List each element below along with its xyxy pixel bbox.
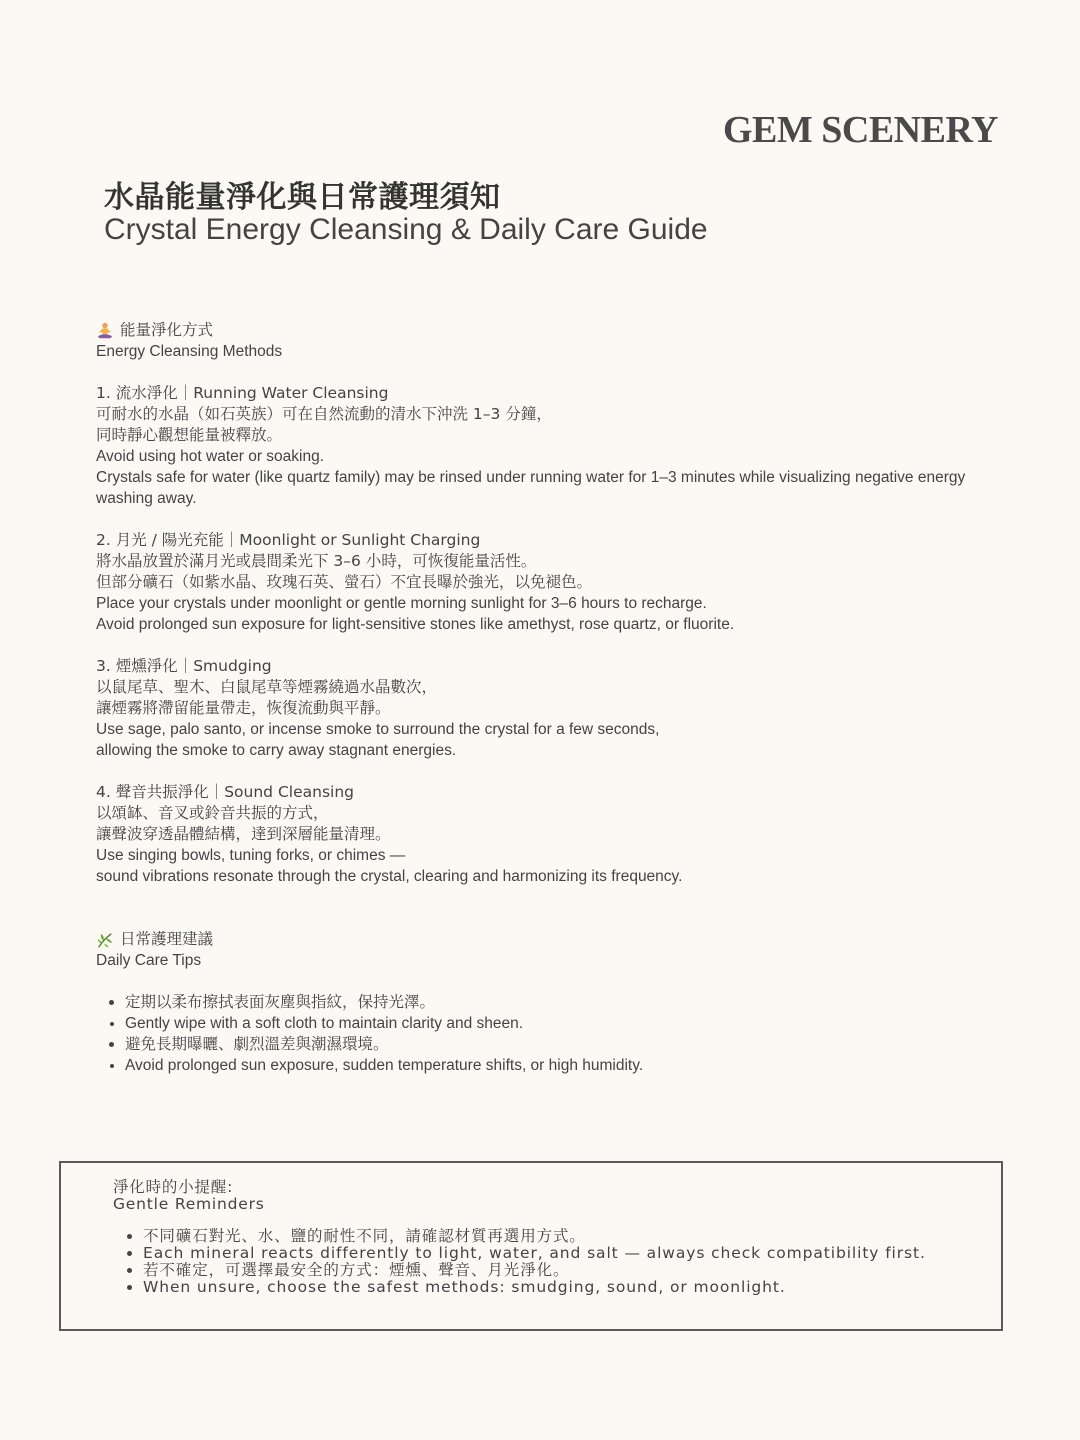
care-tips-list: [96, 992, 986, 1076]
cleansing-heading: [96, 320, 986, 341]
list-item: • Each mineral reacts differently to light, water, and salt — always check compatibility first.: [143, 1245, 973, 1262]
care-heading-zh: 日常護理建議: [120, 930, 214, 948]
reminder-heading-en: Gentle Reminders: [113, 1195, 265, 1213]
method-text-en: Use sage, palo santo, or incense smoke to surround the crystal for a few seconds,: [96, 721, 660, 738]
reminder-heading-zh: 淨化時的小提醒:: [113, 1178, 234, 1196]
method-text-zh: 以鼠尾草、聖木、白鼠尾草等煙霧繞過水晶數次，: [96, 678, 438, 696]
method-text-en: Avoid using hot water or soaking.: [96, 448, 325, 465]
list-item: • Avoid prolonged sun exposure, sudden temperature shifts, or high humidity.: [125, 1055, 986, 1076]
list-item: • 避免長期曝曬、劇烈溫差與潮濕環境。: [125, 1034, 986, 1055]
page-title-zh: 水晶能量淨化與日常護理須知: [104, 180, 501, 215]
method-item: [96, 656, 986, 761]
method-title: 4. 聲音共振淨化｜Sound Cleansing: [96, 783, 354, 801]
method-text-zh: 讓煙霧將滯留能量帶走，恢復流動與平靜。: [96, 699, 391, 717]
list-item: • When unsure, choose the safest methods: smudging, sound, or moonlight.: [143, 1279, 973, 1296]
method-item: [96, 383, 986, 509]
brand-logo-text: GEM SCENERY: [722, 109, 998, 151]
care-heading-en: Daily Care Tips: [96, 952, 202, 969]
method-text-en: Crystals safe for water (like quartz family) may be rinsed under running water for 1–3 minutes while visualizing negative energy washing away.: [96, 469, 966, 507]
method-text-en: Place your crystals under moonlight or gentle morning sunlight for 3–6 hours to recharge.: [96, 595, 707, 612]
reminder-content: [113, 1179, 973, 1296]
method-text-en: Avoid prolonged sun exposure for light-sensitive stones like amethyst, rose quartz, or fluorite.: [96, 616, 735, 633]
method-title: 1. 流水淨化｜Running Water Cleansing: [96, 384, 389, 402]
method-text-zh: 同時靜心觀想能量被釋放。: [96, 426, 283, 444]
method-text-zh: 讓聲波穿透晶體結構，達到深層能量清理。: [96, 825, 391, 843]
meditation-icon: [96, 322, 114, 340]
reminder-box: [59, 1161, 1003, 1331]
method-text-en: allowing the smoke to carry away stagnant energies.: [96, 742, 457, 759]
method-text-zh: 以頌缽、音叉或鈴音共振的方式，: [96, 804, 329, 822]
cleansing-section: [96, 320, 986, 887]
method-item: [96, 530, 986, 635]
method-text-en: sound vibrations resonate through the crystal, clearing and harmonizing its frequency.: [96, 868, 683, 885]
method-title: 3. 煙燻淨化｜Smudging: [96, 657, 272, 675]
care-section: [96, 929, 986, 1076]
main-content: [96, 320, 986, 1076]
reminder-list: [113, 1228, 973, 1296]
method-text-en: Use singing bowls, tuning forks, or chimes —: [96, 847, 406, 864]
list-item: • 定期以柔布擦拭表面灰塵與指紋，保持光澤。: [125, 992, 986, 1013]
care-heading: [96, 929, 986, 950]
method-text-zh: 將水晶放置於滿月光或晨間柔光下 3–6 小時，可恢復能量活性。: [96, 552, 537, 570]
method-text-zh: 可耐水的水晶（如石英族）可在自然流動的清水下沖洗 1–3 分鐘，: [96, 405, 552, 423]
method-title: 2. 月光 / 陽光充能｜Moonlight or Sunlight Charging: [96, 531, 481, 549]
list-item: • Gently wipe with a soft cloth to maintain clarity and sheen.: [125, 1013, 986, 1034]
cleansing-heading-en: Energy Cleansing Methods: [96, 343, 283, 360]
list-item: • 不同礦石對光、水、鹽的耐性不同，請確認材質再選用方式。: [143, 1228, 973, 1245]
page-title-en: Crystal Energy Cleansing & Daily Care Guide: [104, 213, 708, 246]
herb-leaf-icon: [96, 931, 114, 949]
method-text-zh: 但部分礦石（如紫水晶、玫瑰石英、螢石）不宜長曝於強光，以免褪色。: [96, 573, 593, 591]
method-item: [96, 782, 986, 887]
cleansing-heading-zh: 能量淨化方式: [120, 321, 214, 339]
list-item: • 若不確定，可選擇最安全的方式：煙燻、聲音、月光淨化。: [143, 1262, 973, 1279]
